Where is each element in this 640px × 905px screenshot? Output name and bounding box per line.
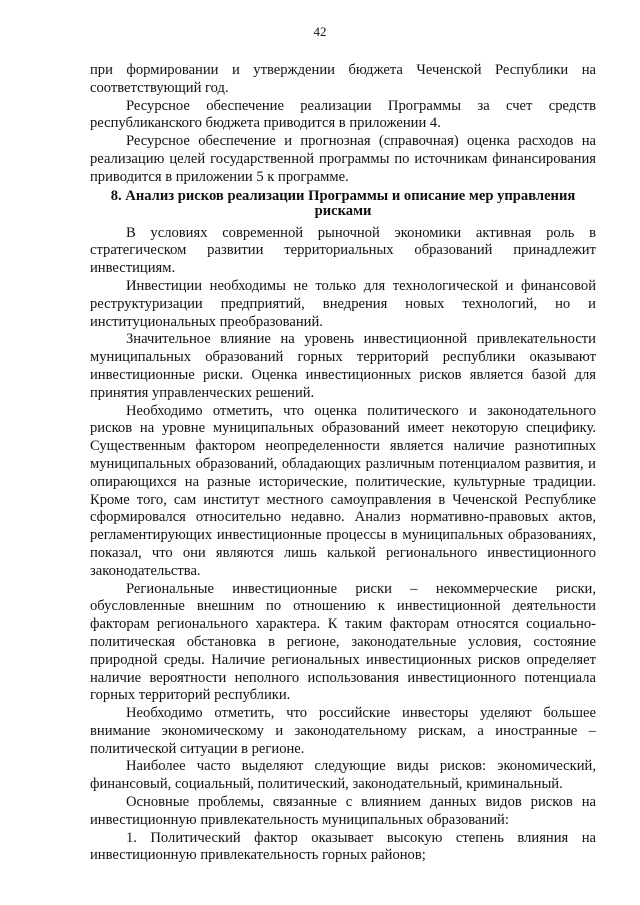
document-body	[90, 62, 596, 865]
paragraph: В условиях современной рыночной экономики активная роль в стратегическом развитии территориальных образований принадлежит инвестициям.	[90, 224, 596, 277]
paragraph: Наиболее часто выделяют следующие виды рисков: экономический, финансовый, социальный, политический, законодательный, криминальный.	[90, 758, 596, 793]
page-number: 42	[313, 24, 327, 39]
paragraph: при формировании и утверждении бюджета Чеченской Республики на соответствующий год.	[90, 62, 596, 96]
section-heading: 8. Анализ рисков реализации Программы и описание мер управления рисками	[110, 187, 576, 219]
list-item: 1. Политический фактор оказывает высокую степень влияния на инвестиционную привлекательность горных районов;	[90, 829, 596, 864]
paragraph: Ресурсное обеспечение реализации Программы за счет средств республиканского бюджета приводится в приложении 4.	[90, 97, 596, 132]
paragraph: Ресурсное обеспечение и прогнозная (справочная) оценка расходов на реализацию целей государственной программы по источникам финансирования приводится в приложении 5 к программе.	[90, 133, 596, 185]
paragraph: Инвестиции необходимы не только для технологической и финансовой реструктуризации предприятий, внедрения новых технологий, но и институциональных преобразований.	[90, 277, 596, 330]
paragraph: Необходимо отметить, что российские инвесторы уделяют большее внимание экономическому и законодательному рискам, а иностранные – политической ситуации в регионе.	[90, 705, 596, 757]
paragraph: Основные проблемы, связанные с влиянием данных видов рисков на инвестиционную привлекательность муниципальных образований:	[90, 794, 596, 828]
paragraph: Значительное влияние на уровень инвестиционной привлекательности муниципальных образований горных территорий республики оказывают инвестиционные риски. Оценка инвестиционных рисков является базой для принятия управленческих решений.	[90, 331, 596, 401]
paragraph: Необходимо отметить, что оценка политического и законодательного рисков на уровне муниципальных образований имеет некоторую специфику. Существенным фактором неопределенности является наличие разнотипных муниципальных образований, обладающих различным потенциалом развития, и опирающихся на разные исторические, политические, культурные традиции. Кроме того, сам институт местного самоуправления в Чеченской Республике сформировался относительно недавно. Анализ нормативно-правовых актов, регламентирующих инвестиционные процессы в муниципальных образованиях, показал, что они являются лишь калькой регионального инвестиционного законодательства.	[90, 402, 596, 579]
paragraph: Региональные инвестиционные риски – некоммерческие риски, обусловленные внешним по отношению к инвестиционной деятельности факторам регионального характера. К таким факторам относятся социально-политическая обстановка в регионе, законодательные условия, состояние природной среды. Наличие региональных инвестиционных рисков определяет наличие вероятности неполного использования инвестиционного потенциала горных территорий республики.	[90, 580, 596, 704]
